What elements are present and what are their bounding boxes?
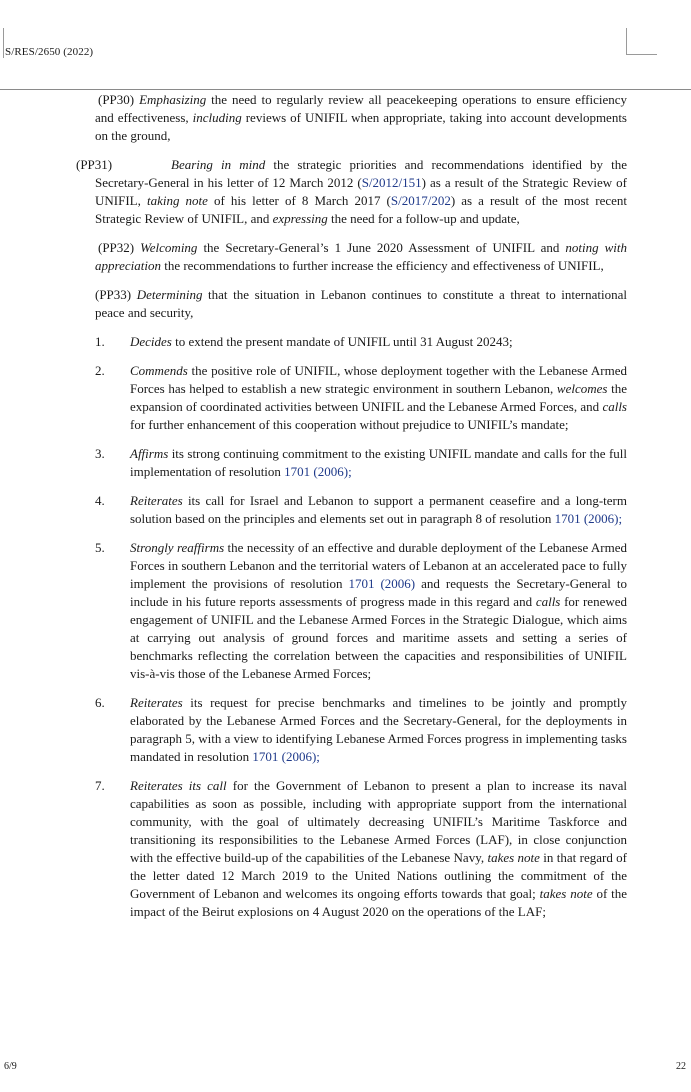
paragraph-text: the necessity of an effective and durable deployment of the Lebanese Armed Forces in southern Lebanon and the territorial waters of Lebanon at an accelerated pace to fully implement the provisions of resolution (130, 540, 627, 591)
document-reference-link[interactable]: 1701 (2006); (252, 749, 320, 764)
emphasis-text: Strongly reaffirms (130, 540, 225, 555)
crop-mark-left (3, 28, 4, 58)
emphasis-text: including (192, 110, 242, 125)
paragraph-text: and requests the Secretary-General to include in his future reports assessments of progress made in this regard and (130, 576, 627, 609)
document-reference-link[interactable]: 1701 (2006); (554, 511, 623, 526)
operative-paragraph (95, 539, 628, 683)
preambular-paragraph (95, 239, 627, 275)
preambular-paragraph (95, 91, 627, 145)
operative-paragraph (95, 492, 627, 528)
paragraph-text: ) as a result of the most recent Strategic Review of UNIFIL, and (95, 193, 627, 226)
emphasis-text: Decides (130, 334, 172, 349)
header-rule (0, 89, 691, 90)
emphasis-text: noting with appreciation (95, 240, 628, 273)
operative-paragraph (95, 362, 627, 434)
paragraph-number: 4. (95, 493, 105, 508)
emphasis-text: welcomes (556, 381, 608, 396)
paragraph-number: 3. (95, 446, 105, 461)
paragraph-tag: (PP33) (95, 287, 132, 302)
emphasis-text: calls (602, 399, 627, 414)
paragraph-text: the need to regularly review all peacekeeping operations to ensure efficiency and effectiveness, (95, 92, 627, 125)
operative-paragraph (95, 694, 627, 766)
document-reference-link[interactable]: S/2017/202 (390, 193, 451, 208)
emphasis-text: Bearing in mind (171, 157, 266, 172)
document-reference-link[interactable]: 1701 (2006) (348, 576, 416, 591)
emphasis-text: Reiterates its call (130, 778, 227, 793)
emphasis-text: calls (535, 594, 561, 609)
operative-paragraph (95, 445, 627, 481)
paragraph-text: for renewed engagement of UNIFIL and the Lebanese Armed Forces in the Strategic Dialogue, which aims at carrying out analysis of ground forces and maritime assets and setting a series of benchmarks reflecting the correlation between the capacities and responsibilities of UNIFIL vis-à-vis those of the Lebanese Armed Forces; (130, 594, 628, 681)
paragraph-text: its call for Israel and Lebanon to support a permanent ceasefire and a long-term solution based on the principles and elements set out in paragraph 8 of resolution (130, 493, 627, 526)
paragraph-text: of the impact of the Beirut explosions on 4 August 2020 on the operations of the LAF; (130, 886, 628, 919)
paragraph-text: of his letter of 8 March 2017 ( (207, 193, 391, 208)
paragraph-text: the positive role of UNIFIL, whose deployment together with the Lebanese Armed Forces has helped to establish a new strategic environment in southern Lebanon, (130, 363, 627, 396)
emphasis-text: Welcoming (140, 240, 198, 255)
paragraph-text: for further enhancement of this cooperation without prejudice to UNIFIL’s mandate; (130, 417, 569, 432)
emphasis-text: taking note (146, 193, 208, 208)
emphasis-text: Commends (130, 363, 188, 378)
paragraph-text: the need for a follow-up and update, (327, 211, 520, 226)
emphasis-text: Reiterates (130, 695, 183, 710)
document-body (0, 91, 691, 932)
page-number: 6/9 (4, 1061, 17, 1072)
document-reference-link[interactable]: 1701 (2006); (284, 464, 352, 479)
paragraph-number: 1. (95, 334, 105, 349)
paragraph-tag: (PP31) (76, 157, 113, 172)
operative-paragraph (95, 777, 628, 921)
preamble-section (0, 91, 691, 322)
paragraph-text: in that regard of the letter dated 12 March 2019 to the United Nations outlining the commitment of the Government of Lebanon and welcomes its ongoing efforts towards that goal; (130, 850, 627, 901)
operative-section (0, 333, 691, 921)
emphasis-text: takes note (539, 886, 593, 901)
paragraph-number: 7. (95, 778, 105, 793)
paragraph-tag: (PP30) (98, 92, 135, 107)
emphasis-text: takes note (487, 850, 540, 865)
preambular-paragraph (95, 286, 627, 322)
document-reference-link[interactable]: S/2012/151 (361, 175, 422, 190)
paragraph-tag: (PP32) (98, 240, 135, 255)
crop-mark-corner (626, 28, 657, 55)
paragraph-text: ) as a result of the Strategic Review of UNIFIL, (95, 175, 628, 208)
paragraph-text: the strategic priorities and recommendations identified by the Secretary-General in his letter of 12 March 2012 ( (95, 157, 627, 190)
emphasis-text: expressing (272, 211, 328, 226)
paragraph-text: its strong continuing commitment to the existing UNIFIL mandate and calls for the full implementation of resolution (130, 446, 627, 479)
paragraph-text: the recommendations to further increase the efficiency and effectiveness of UNIFIL, (160, 258, 604, 273)
document-symbol: S/RES/2650 (2022) (5, 46, 94, 58)
preambular-paragraph (76, 156, 628, 228)
document-code: 22 (676, 1061, 686, 1072)
paragraph-number: 5. (95, 540, 105, 555)
paragraph-text: the expansion of coordinated activities between UNIFIL and the Lebanese Armed Forces, and (130, 381, 627, 414)
paragraph-text: to extend the present mandate of UNIFIL until 31 August 20243; (171, 334, 513, 349)
paragraph-text: for the Government of Lebanon to present a plan to increase its naval capabilities as soon as possible, including with appropriate support from the international community, with the goal of ultimately decreasing UNIFIL’s Maritime Taskforce and transitioning its responsibilities to the Lebanese Armed Forces (LAF), in close conjunction with the effective build-up of the capabilities of the Lebanese Navy, (130, 778, 628, 865)
paragraph-text: its request for precise benchmarks and timelines to be jointly and promptly elaborated by the Lebanese Armed Forces and the Secretary-General, for the deployments in paragraph 5, with a view to identifying Lebanese Armed Forces progress in implementing tasks mandated in resolution (130, 695, 627, 764)
operative-paragraph (95, 333, 627, 351)
emphasis-text: Emphasizing (139, 92, 207, 107)
emphasis-text: Reiterates (130, 493, 183, 508)
emphasis-text: Determining (136, 287, 203, 302)
paragraph-text: the Secretary-General’s 1 June 2020 Assessment of UNIFIL and (197, 240, 566, 255)
emphasis-text: Affirms (130, 446, 169, 461)
paragraph-number: 2. (95, 363, 105, 378)
paragraph-text: that the situation in Lebanon continues to constitute a threat to international peace and security, (95, 287, 628, 320)
paragraph-number: 6. (95, 695, 105, 710)
paragraph-text: reviews of UNIFIL when appropriate, taking into account developments on the ground, (95, 110, 627, 143)
